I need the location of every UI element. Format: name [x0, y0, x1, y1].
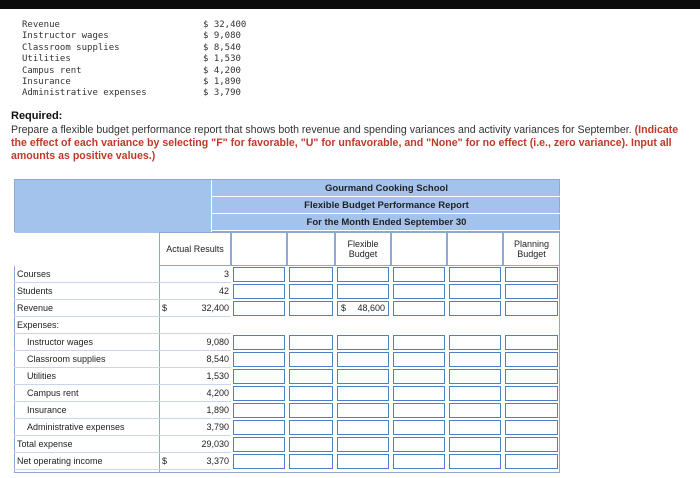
variance-2-amount-input[interactable] — [393, 454, 445, 469]
flexible-budget-amount-input[interactable] — [337, 301, 389, 316]
row-label: Net operating income — [14, 453, 159, 470]
variance-1-effect-input[interactable] — [289, 335, 333, 350]
row-label: Insurance — [14, 402, 159, 419]
given-label: Administrative expenses — [22, 88, 147, 99]
variance-1-amount-input[interactable] — [233, 420, 285, 435]
given-row — [22, 43, 262, 54]
col-actual-label: Actual Results — [166, 244, 224, 254]
flexible-budget-amount-input[interactable] — [337, 369, 389, 384]
variance-1-amount-input[interactable] — [233, 403, 285, 418]
actual-results-cell — [159, 266, 231, 283]
given-data-list — [22, 20, 262, 100]
header-blank-cell — [15, 180, 212, 233]
given-row — [22, 66, 262, 77]
variance-2-effect-input[interactable] — [449, 420, 501, 435]
variance-1-effect-input[interactable] — [289, 420, 333, 435]
flexible-budget-amount-input[interactable] — [337, 420, 389, 435]
variance-2-effect-input[interactable] — [449, 369, 501, 384]
actual-results-value: 8,540 — [206, 354, 229, 364]
col-variance-2[interactable] — [391, 232, 447, 266]
gridline — [14, 472, 560, 473]
variance-2-amount-input[interactable] — [393, 437, 445, 452]
given-label: Campus rent — [22, 65, 82, 76]
variance-1-effect-input[interactable] — [289, 386, 333, 401]
col-variance-1-effect[interactable] — [287, 232, 335, 266]
row-label: Courses — [14, 266, 159, 283]
planning-budget-amount-input[interactable] — [505, 454, 558, 469]
actual-results-cell — [159, 334, 231, 351]
report-subtitle: Flexible Budget Performance Report — [212, 197, 561, 214]
row-label: Instructor wages — [14, 334, 159, 351]
row-label: Students — [14, 283, 159, 300]
given-row — [22, 31, 262, 42]
variance-1-amount-input[interactable] — [233, 352, 285, 367]
variance-1-effect-input[interactable] — [289, 352, 333, 367]
given-row — [22, 54, 262, 65]
actual-results-value: 3,370 — [206, 456, 229, 466]
planning-budget-amount-input[interactable] — [505, 420, 558, 435]
row-label: Utilities — [14, 368, 159, 385]
actual-results-value: 3 — [223, 269, 229, 279]
variance-1-effect-input[interactable] — [289, 437, 333, 452]
variance-1-effect-input[interactable] — [289, 454, 333, 469]
row-label: Classroom supplies — [14, 351, 159, 368]
variance-1-amount-input[interactable] — [233, 437, 285, 452]
col-planning-label: Planning Budget — [513, 239, 550, 259]
report-period: For the Month Ended September 30 — [212, 214, 561, 231]
variance-2-amount-input[interactable] — [393, 352, 445, 367]
col-variance-2-effect[interactable] — [447, 232, 503, 266]
variance-2-amount-input[interactable] — [393, 403, 445, 418]
variance-1-effect-input[interactable] — [289, 301, 333, 316]
planning-budget-amount-input[interactable] — [505, 437, 558, 452]
given-amount: $ 4,200 — [203, 65, 241, 76]
dollar-sign: $ — [162, 303, 168, 313]
actual-results-value: 1,530 — [206, 371, 229, 381]
flexible-budget-amount-input[interactable] — [337, 267, 389, 282]
variance-2-amount-input[interactable] — [393, 301, 445, 316]
required-heading: Required: — [11, 110, 63, 122]
dollar-sign: $ — [341, 303, 347, 313]
given-label: Revenue — [22, 20, 60, 30]
variance-2-effect-input[interactable] — [449, 437, 501, 452]
actual-results-cell — [159, 300, 231, 317]
report-header — [14, 179, 560, 232]
given-label: Instructor wages — [22, 31, 109, 42]
instructions-bold: (Indicate the effect of each variance by selecting "F" for favorable, "U" for unfavorable, and "None" for no effect (i.e., zero variance). Input all amounts as positive values.) — [11, 124, 679, 162]
actual-results-cell — [159, 351, 231, 368]
planning-budget-amount-input[interactable] — [505, 301, 558, 316]
variance-1-effect-input[interactable] — [289, 369, 333, 384]
actual-results-value: 32,400 — [201, 303, 229, 313]
col-variance-1[interactable] — [231, 232, 287, 266]
given-amount: $ 1,530 — [203, 54, 241, 65]
flexible-revenue-value: 48,600 — [357, 303, 385, 313]
variance-2-amount-input[interactable] — [393, 284, 445, 299]
given-row — [22, 20, 262, 31]
flexible-budget-amount-input[interactable] — [337, 403, 389, 418]
planning-budget-amount-input[interactable] — [505, 369, 558, 384]
given-label: Classroom supplies — [22, 42, 120, 53]
variance-2-effect-input[interactable] — [449, 301, 501, 316]
variance-1-amount-input[interactable] — [233, 284, 285, 299]
variance-1-effect-input[interactable] — [289, 267, 333, 282]
variance-1-amount-input[interactable] — [233, 454, 285, 469]
flexible-budget-amount-input[interactable] — [337, 437, 389, 452]
variance-2-effect-input[interactable] — [449, 454, 501, 469]
actual-results-value: 4,200 — [206, 388, 229, 398]
variance-2-effect-input[interactable] — [449, 335, 501, 350]
variance-1-amount-input[interactable] — [233, 267, 285, 282]
actual-results-cell — [159, 419, 231, 436]
actual-results-value: 9,080 — [206, 337, 229, 347]
col-flexible-budget — [335, 232, 391, 266]
variance-2-amount-input[interactable] — [393, 369, 445, 384]
planning-budget-amount-input[interactable] — [505, 335, 558, 350]
actual-results-cell — [159, 283, 231, 300]
row-label: Administrative expenses — [14, 419, 159, 436]
variance-2-amount-input[interactable] — [393, 335, 445, 350]
actual-results-cell — [159, 402, 231, 419]
given-amount: $ 8,540 — [203, 42, 241, 53]
given-amount: $ 9,080 — [203, 31, 241, 42]
flexible-budget-amount-input[interactable] — [337, 454, 389, 469]
variance-1-amount-input[interactable] — [233, 335, 285, 350]
flexible-budget-amount-input[interactable] — [337, 386, 389, 401]
given-amount: $ 3,790 — [203, 88, 241, 99]
given-label: Insurance — [22, 76, 71, 87]
actual-results-cell — [159, 317, 231, 334]
variance-2-effect-input[interactable] — [449, 386, 501, 401]
planning-budget-amount-input[interactable] — [505, 267, 558, 282]
variance-2-effect-input[interactable] — [449, 403, 501, 418]
row-label: Campus rent — [14, 385, 159, 402]
col-actual-results — [159, 232, 231, 266]
given-row — [22, 88, 262, 99]
planning-budget-amount-input[interactable] — [505, 284, 558, 299]
instructions — [11, 124, 696, 162]
variance-1-amount-input[interactable] — [233, 386, 285, 401]
flexible-budget-report — [14, 179, 560, 473]
variance-2-effect-input[interactable] — [449, 267, 501, 282]
variance-2-amount-input[interactable] — [393, 267, 445, 282]
given-row — [22, 77, 262, 88]
gridline — [559, 266, 560, 473]
given-amount: $ 1,890 — [203, 76, 241, 87]
flexible-budget-amount-input[interactable] — [337, 335, 389, 350]
col-planning-budget — [503, 232, 560, 266]
variance-1-amount-input[interactable] — [233, 369, 285, 384]
top-bar — [0, 0, 700, 9]
actual-results-cell — [159, 385, 231, 402]
flexible-budget-amount-input[interactable] — [337, 352, 389, 367]
actual-results-cell — [159, 436, 231, 453]
variance-1-amount-input[interactable] — [233, 301, 285, 316]
variance-2-amount-input[interactable] — [393, 420, 445, 435]
planning-budget-amount-input[interactable] — [505, 352, 558, 367]
instructions-text: Prepare a flexible budget performance report that shows both revenue and spending variances and activity variances for September. — [11, 124, 632, 136]
report-title: Gourmand Cooking School — [212, 180, 561, 197]
given-label: Utilities — [22, 54, 71, 65]
row-label: Total expense — [14, 436, 159, 453]
planning-budget-amount-input[interactable] — [505, 403, 558, 418]
variance-2-effect-input[interactable] — [449, 284, 501, 299]
flexible-budget-amount-input[interactable] — [337, 284, 389, 299]
actual-results-cell — [159, 453, 231, 470]
variance-1-effect-input[interactable] — [289, 284, 333, 299]
actual-results-value: 3,790 — [206, 422, 229, 432]
planning-budget-amount-input[interactable] — [505, 386, 558, 401]
given-amount: $ 32,400 — [203, 20, 247, 30]
dollar-sign: $ — [162, 456, 168, 466]
variance-2-amount-input[interactable] — [393, 386, 445, 401]
actual-results-value: 29,030 — [201, 439, 229, 449]
col-flexible-label: Flexible Budget — [347, 239, 379, 259]
row-label: Revenue — [14, 300, 159, 317]
variance-1-effect-input[interactable] — [289, 403, 333, 418]
actual-results-cell — [159, 368, 231, 385]
variance-2-effect-input[interactable] — [449, 352, 501, 367]
actual-results-value: 1,890 — [206, 405, 229, 415]
actual-results-value: 42 — [218, 286, 229, 296]
row-label: Expenses: — [14, 317, 159, 334]
